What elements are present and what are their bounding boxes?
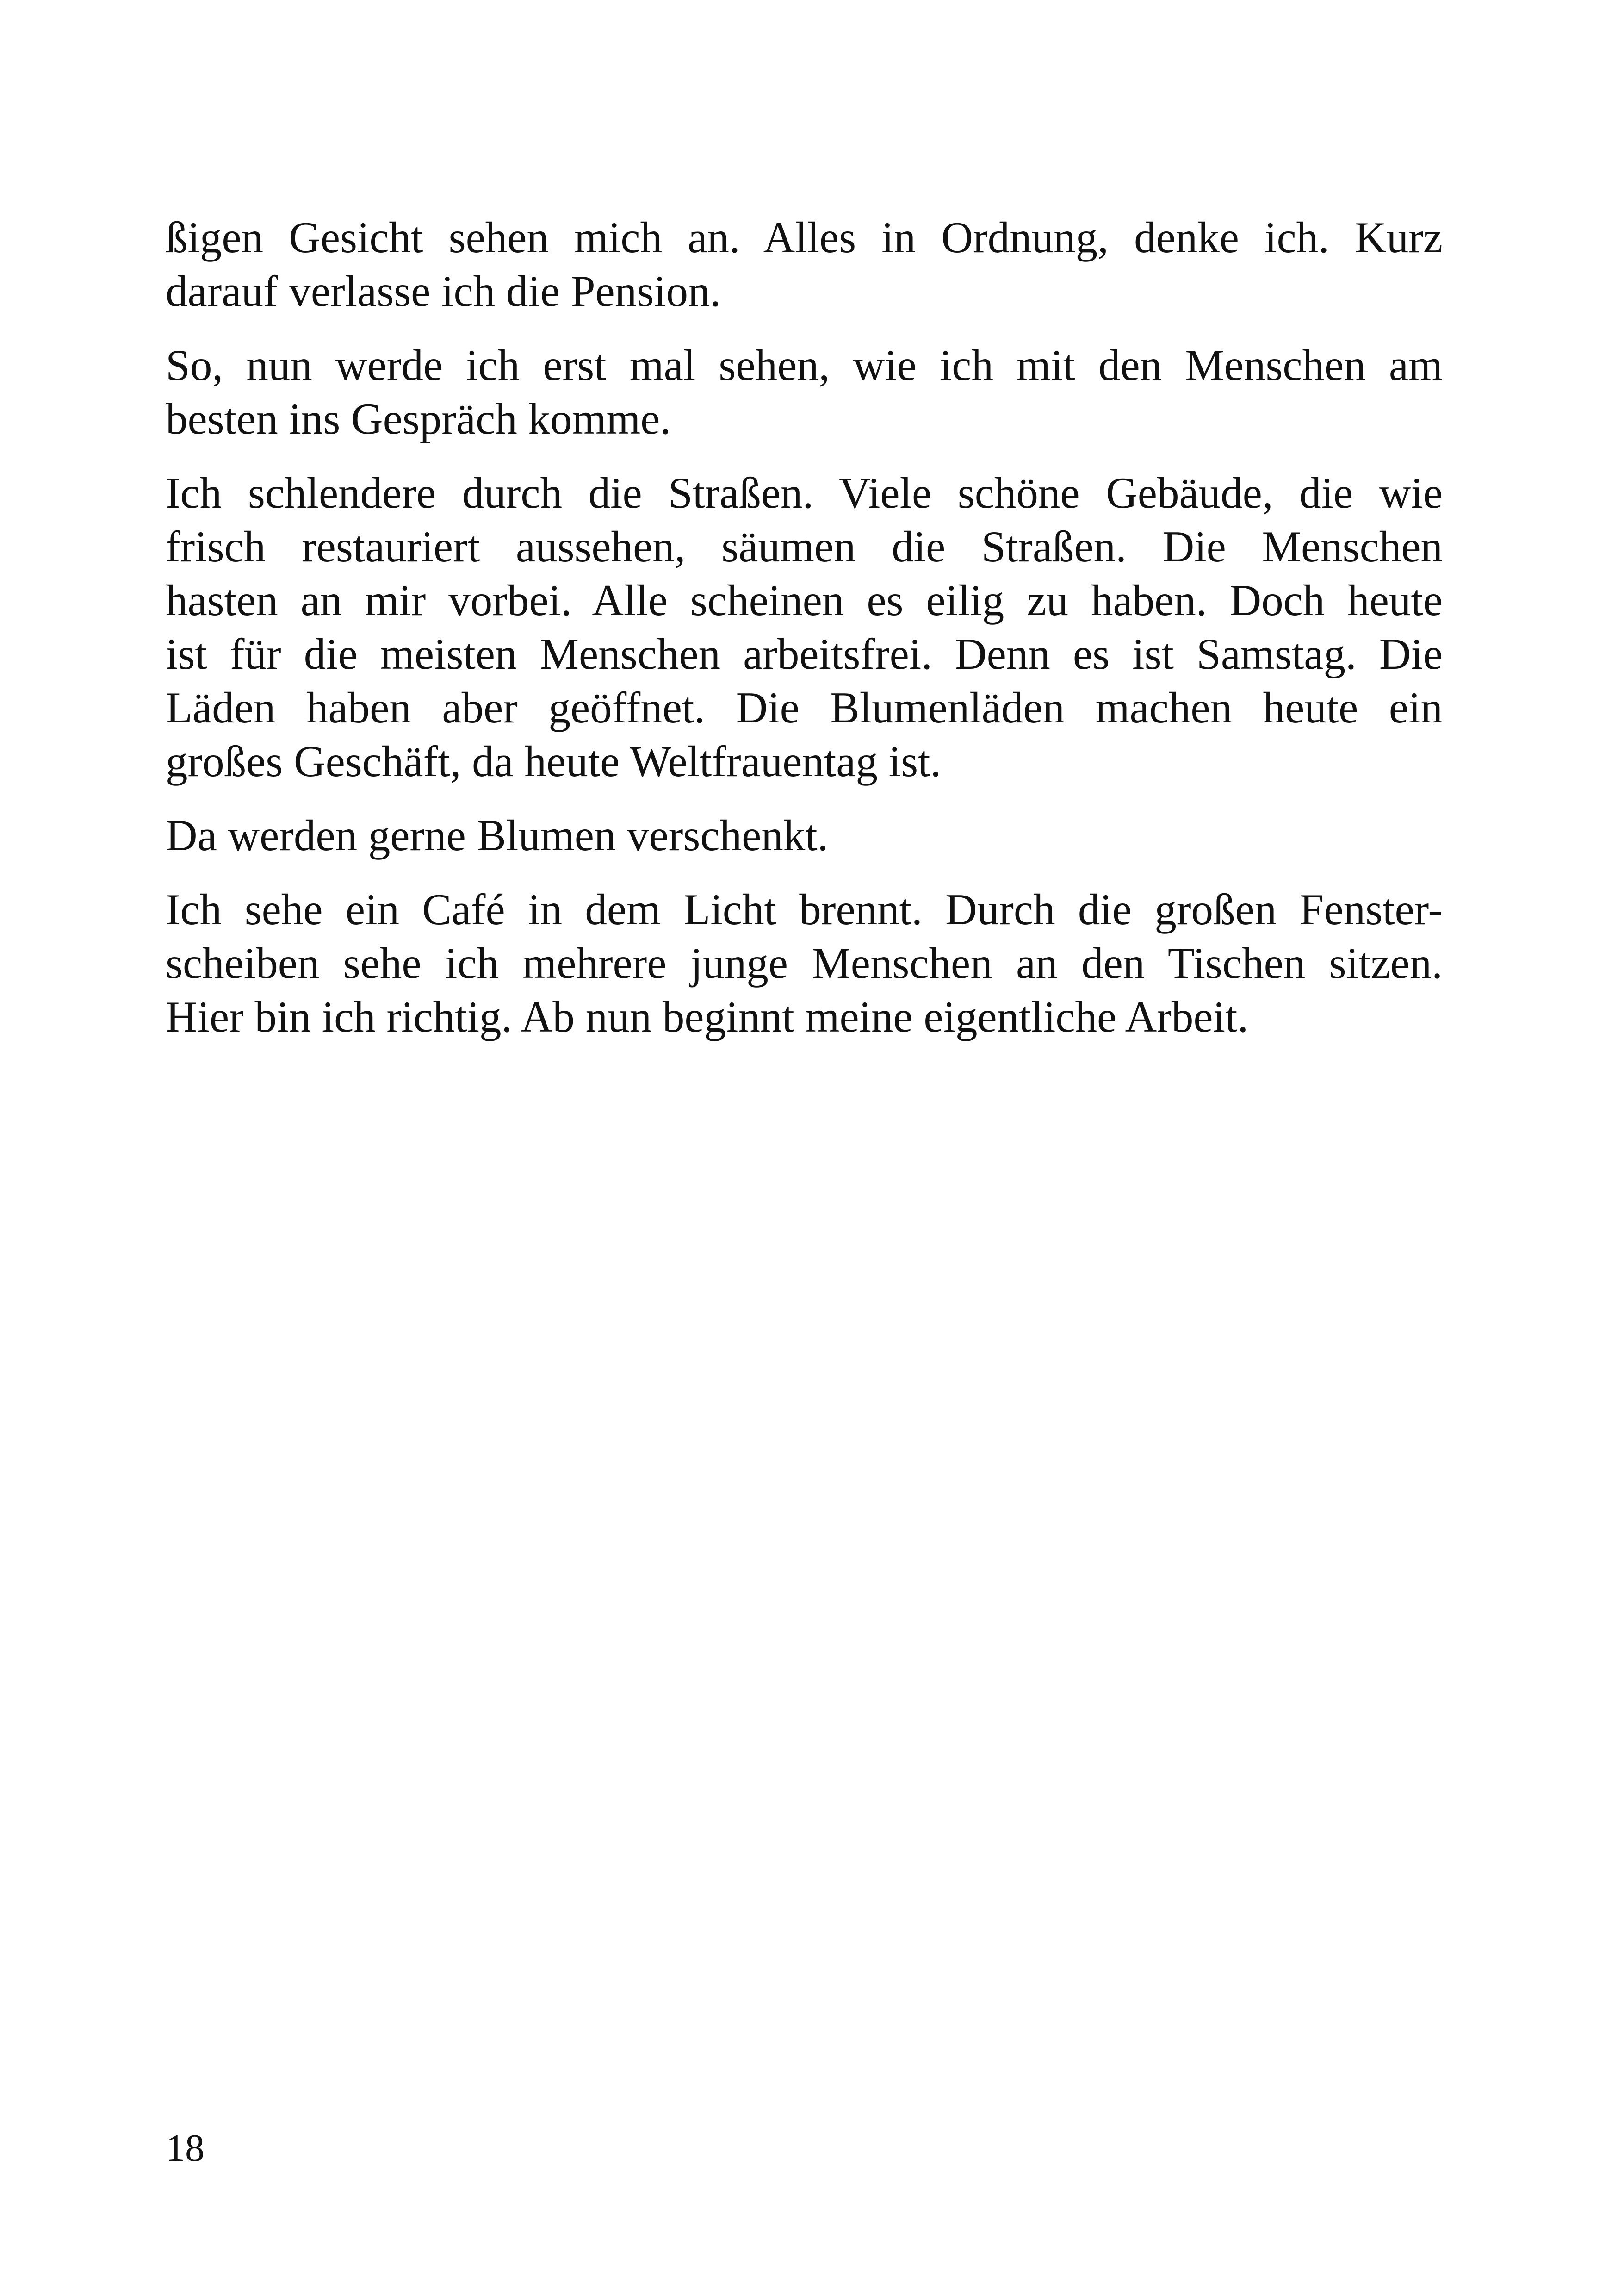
text-line: hasten an mir vorbei. Alle scheinen es eilig zu haben. Doch heute: [166, 576, 1443, 625]
text-line: besten ins Gespräch komme.: [166, 394, 671, 443]
text-line: ßigen Gesicht sehen mich an. Alles in Ordnung, denke ich. Kurz: [166, 213, 1443, 262]
text-line: ist für die meisten Menschen arbeitsfrei. Denn es ist Samstag. Die: [166, 629, 1443, 678]
paragraph-3: [166, 466, 1443, 788]
paragraph-4: [166, 809, 1443, 862]
text-line: darauf verlasse ich die Pension.: [166, 267, 721, 316]
paragraph-5: [166, 883, 1443, 1044]
text-line: Ich schlendere durch die Straßen. Viele schöne Gebäude, die wie: [166, 468, 1443, 517]
text-line: Hier bin ich richtig. Ab nun beginnt meine eigentliche Arbeit.: [166, 992, 1249, 1041]
text-line: Da werden gerne Blumen verschenkt.: [166, 811, 829, 860]
text-line: frisch restauriert aussehen, säumen die Straßen. Die Menschen: [166, 522, 1443, 571]
text-line: Läden haben aber geöffnet. Die Blumenläden machen heute ein: [166, 683, 1443, 732]
page-number: 18: [166, 2127, 205, 2170]
text-line: großes Geschäft, da heute Weltfrauentag ist.: [166, 737, 942, 786]
text-line: Ich sehe ein Café in dem Licht brennt. Durch die großen Fenster-: [166, 885, 1443, 934]
paragraph-2: [166, 338, 1443, 446]
paragraph-1: [166, 211, 1443, 318]
text-line: So, nun werde ich erst mal sehen, wie ich mit den Menschen am: [166, 341, 1443, 390]
page-body: [166, 211, 1443, 1064]
text-line: scheiben sehe ich mehrere junge Menschen an den Tischen sitzen.: [166, 939, 1443, 988]
